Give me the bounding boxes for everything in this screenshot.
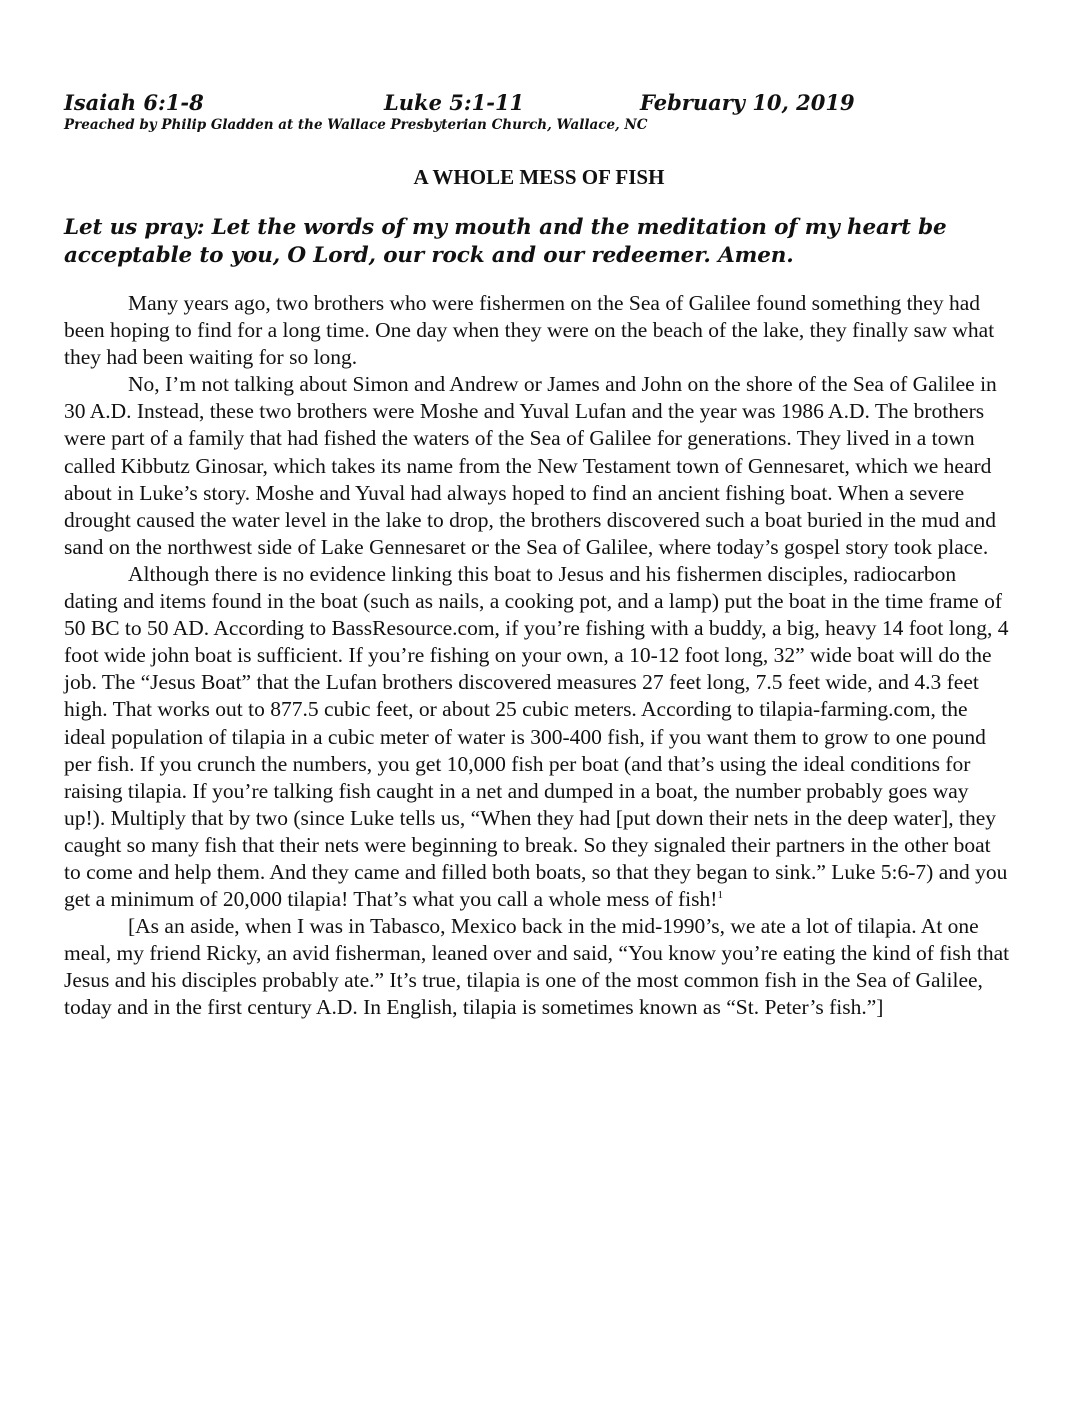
document-page [64,90,1014,1022]
opening-prayer: Let us pray: Let the words of my mouth and the meditation of my heart be acceptable to you, O Lord, our rock and our redeemer. Amen. [64,215,947,268]
paragraph [64,561,1012,913]
sermon-title: A WHOLE MESS OF FISH [413,165,665,189]
paragraph: Many years ago, two brothers who were fishermen on the Sea of Galilee found something they had been hoping to find for a long time. One day when they were on the beach of the lake, they finally saw what they had been waiting for so long. [64,291,995,370]
paragraph-text: Although there is no evidence linking this boat to Jesus and his fishermen disciples, radiocarbon dating and items found in the boat (such as nails, a cooking pot, and a lamp) put the boat in the time frame of 50 BC to 50 AD. According to BassResource.com, if you’re fishing with a buddy, a big, heavy 14 foot long, 4 foot wide john boat is sufficient. If you’re fishing on your own, a 10-12 foot long, 32” wide boat will do the job. The “Jesus Boat” that the Lufan brothers discovered measures 27 feet long, 7.5 feet wide, and 4.3 feet high. That works out to 877.5 cubic feet, or about 25 cubic meters. According to tilapia-farming.com, the ideal population of tilapia in a cubic meter of water is 300-400 fish, if you want them to grow to one pound per fish. If you crunch the numbers, you get 10,000 fish per boat (and that’s using the ideal conditions for raising tilapia. If you’re talking fish caught in a net and dumped in a boat, the number probably goes way up!). Multiply that by two (since Luke tells us, “When they had [put down their nets in the deep water], they caught so many fish that their nets were beginning to break. So they signaled their partners in the other boat to come and help them. And they came and filled both boats, so that they began to sink.” Luke 5:6-7) and you get a minimum of 20,000 tilapia! That’s what you call a whole mess of fish! [64,561,1009,912]
sermon-date: February 10, 2019 [640,90,855,115]
footnote-marker[interactable]: 1 [717,888,723,901]
preached-by-line: Preached by Philip Gladden at the Wallace Presbyterian Church, Wallace, NC [64,117,648,133]
paragraph: [As an aside, when I was in Tabasco, Mexico back in the mid-1990’s, we ate a lot of tilapia. At one meal, my friend Ricky, an avid fisherman, leaned over and said, “You know you’re eating the kind of fish that Jesus and his disciples probably ate.” It’s true, tilapia is one of the most common fish in the Sea of Galilee, today and in the first century A.D. In English, tilapia is sometimes known as “St. Peter’s fish.”] [64,914,1010,1020]
sermon-body [64,290,1012,1022]
scripture-ref-isaiah: Isaiah 6:1-8 [64,90,204,115]
paragraph: No, I’m not talking about Simon and Andrew or James and John on the shore of the Sea of Galilee in 30 A.D. Instead, these two brothers were Moshe and Yuval Lufan and the year was 1986 A.D. The brothers were part of a family that had fished the waters of the Sea of Galilee for generations. They lived in a town called Kibbutz Ginosar, which takes its name from the New Testament town of Gennesaret, which we heard about in Luke’s story. Moshe and Yuval had always hoped to find an ancient fishing boat. When a severe drought caused the water level in the lake to drop, the brothers discovered such a boat buried in the mud and sand on the northwest side of Lake Gennesaret or the Sea of Galilee, where today’s gospel story took place. [64,372,997,559]
scripture-references [64,90,1014,116]
scripture-ref-luke: Luke 5:1-11 [384,90,525,115]
